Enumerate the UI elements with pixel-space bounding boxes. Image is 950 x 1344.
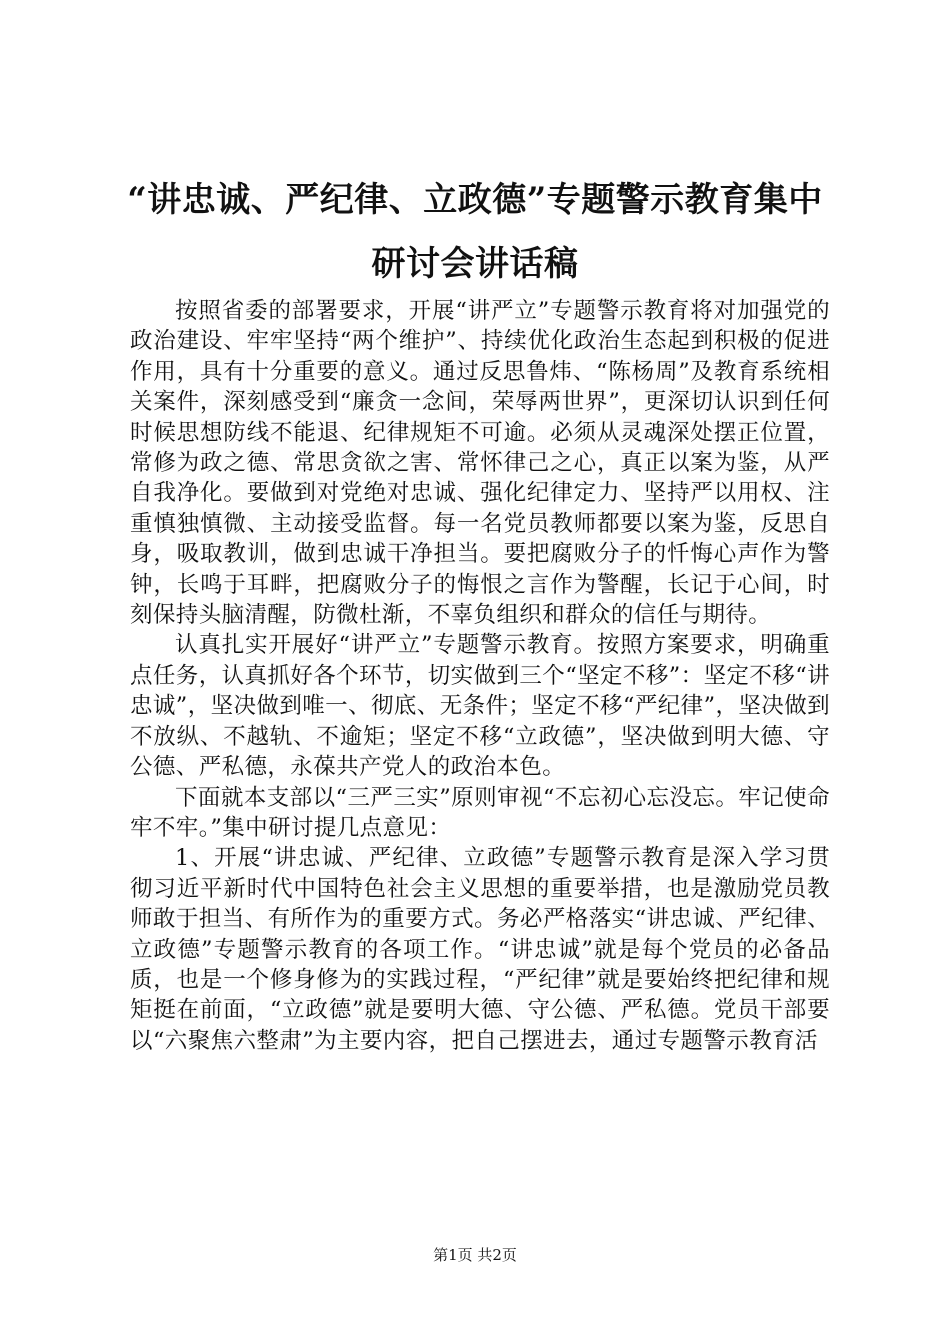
document-title: “讲忠诚、严纪律、立政德”专题警示教育集中研讨会讲话稿 <box>127 180 823 284</box>
page-footer: 第1页 共2页 <box>433 1246 517 1264</box>
paragraph: 认真扎实开展好“讲严立”专题警示教育。按照方案要求，明确重点任务，认真抓好各个环节，切实做到三个“坚定不移”：坚定不移“讲忠诚”，坚决做到唯一、彻底、无条件；坚定不移“严纪律”，坚决做到不放纵、不越轨、不逾矩；坚定不移“立政德”，坚决做到明大德、守公德、严私德，永葆共产党人的政治本色。 <box>130 632 830 781</box>
paragraph: 下面就本支部以“三严三实”原则审视“不忘初心忘没忘。牢记使命牢不牢。”集中研讨提几点意见： <box>130 784 830 841</box>
paragraph: 按照省委的部署要求，开展“讲严立”专题警示教育将对加强党的政治建设、牢牢坚持“两个维护”、持续优化政治生态起到积极的促进作用，具有十分重要的意义。通过反思鲁炜、“陈杨周”及教育系统相关案件，深刻感受到“廉贪一念间，荣辱两世界”，更深切认识到任何时候思想防线不能退、纪律规矩不可逾。必须从灵魂深处摆正位置，常修为政之德、常思贪欲之害、常怀律己之心，真正以案为鉴，从严自我净化。要做到对党绝对忠诚、强化纪律定力、坚持严以用权、注重慎独慎微、主动接受监督。每一名党员教师都要以案为鉴，反思自身，吸取教训，做到忠诚干净担当。要把腐败分子的忏悔心声作为警钟，长鸣于耳畔，把腐败分子的悔恨之言作为警醒，长记于心间，时刻保持头脑清醒，防微杜渐，不辜负组织和群众的信任与期待。 <box>130 298 830 629</box>
document-body <box>130 296 830 1056</box>
paragraph: 1、开展“讲忠诚、严纪律、立政德”专题警示教育是深入学习贯彻习近平新时代中国特色社会主义思想的重要举措，也是激励党员教师敢于担当、有所作为的重要方式。务必严格落实“讲忠诚、严纪律、立政德”专题警示教育的各项工作。“讲忠诚”就是每个党员的必备品质，也是一个修身修为的实践过程，“严纪律”就是要始终把纪律和规矩挺在前面，“立政德”就是要明大德、守公德、严私德。党员干部要以“六聚焦六整肃”为主要内容，把自己摆进去，通过专题警示教育活 <box>130 845 830 1054</box>
